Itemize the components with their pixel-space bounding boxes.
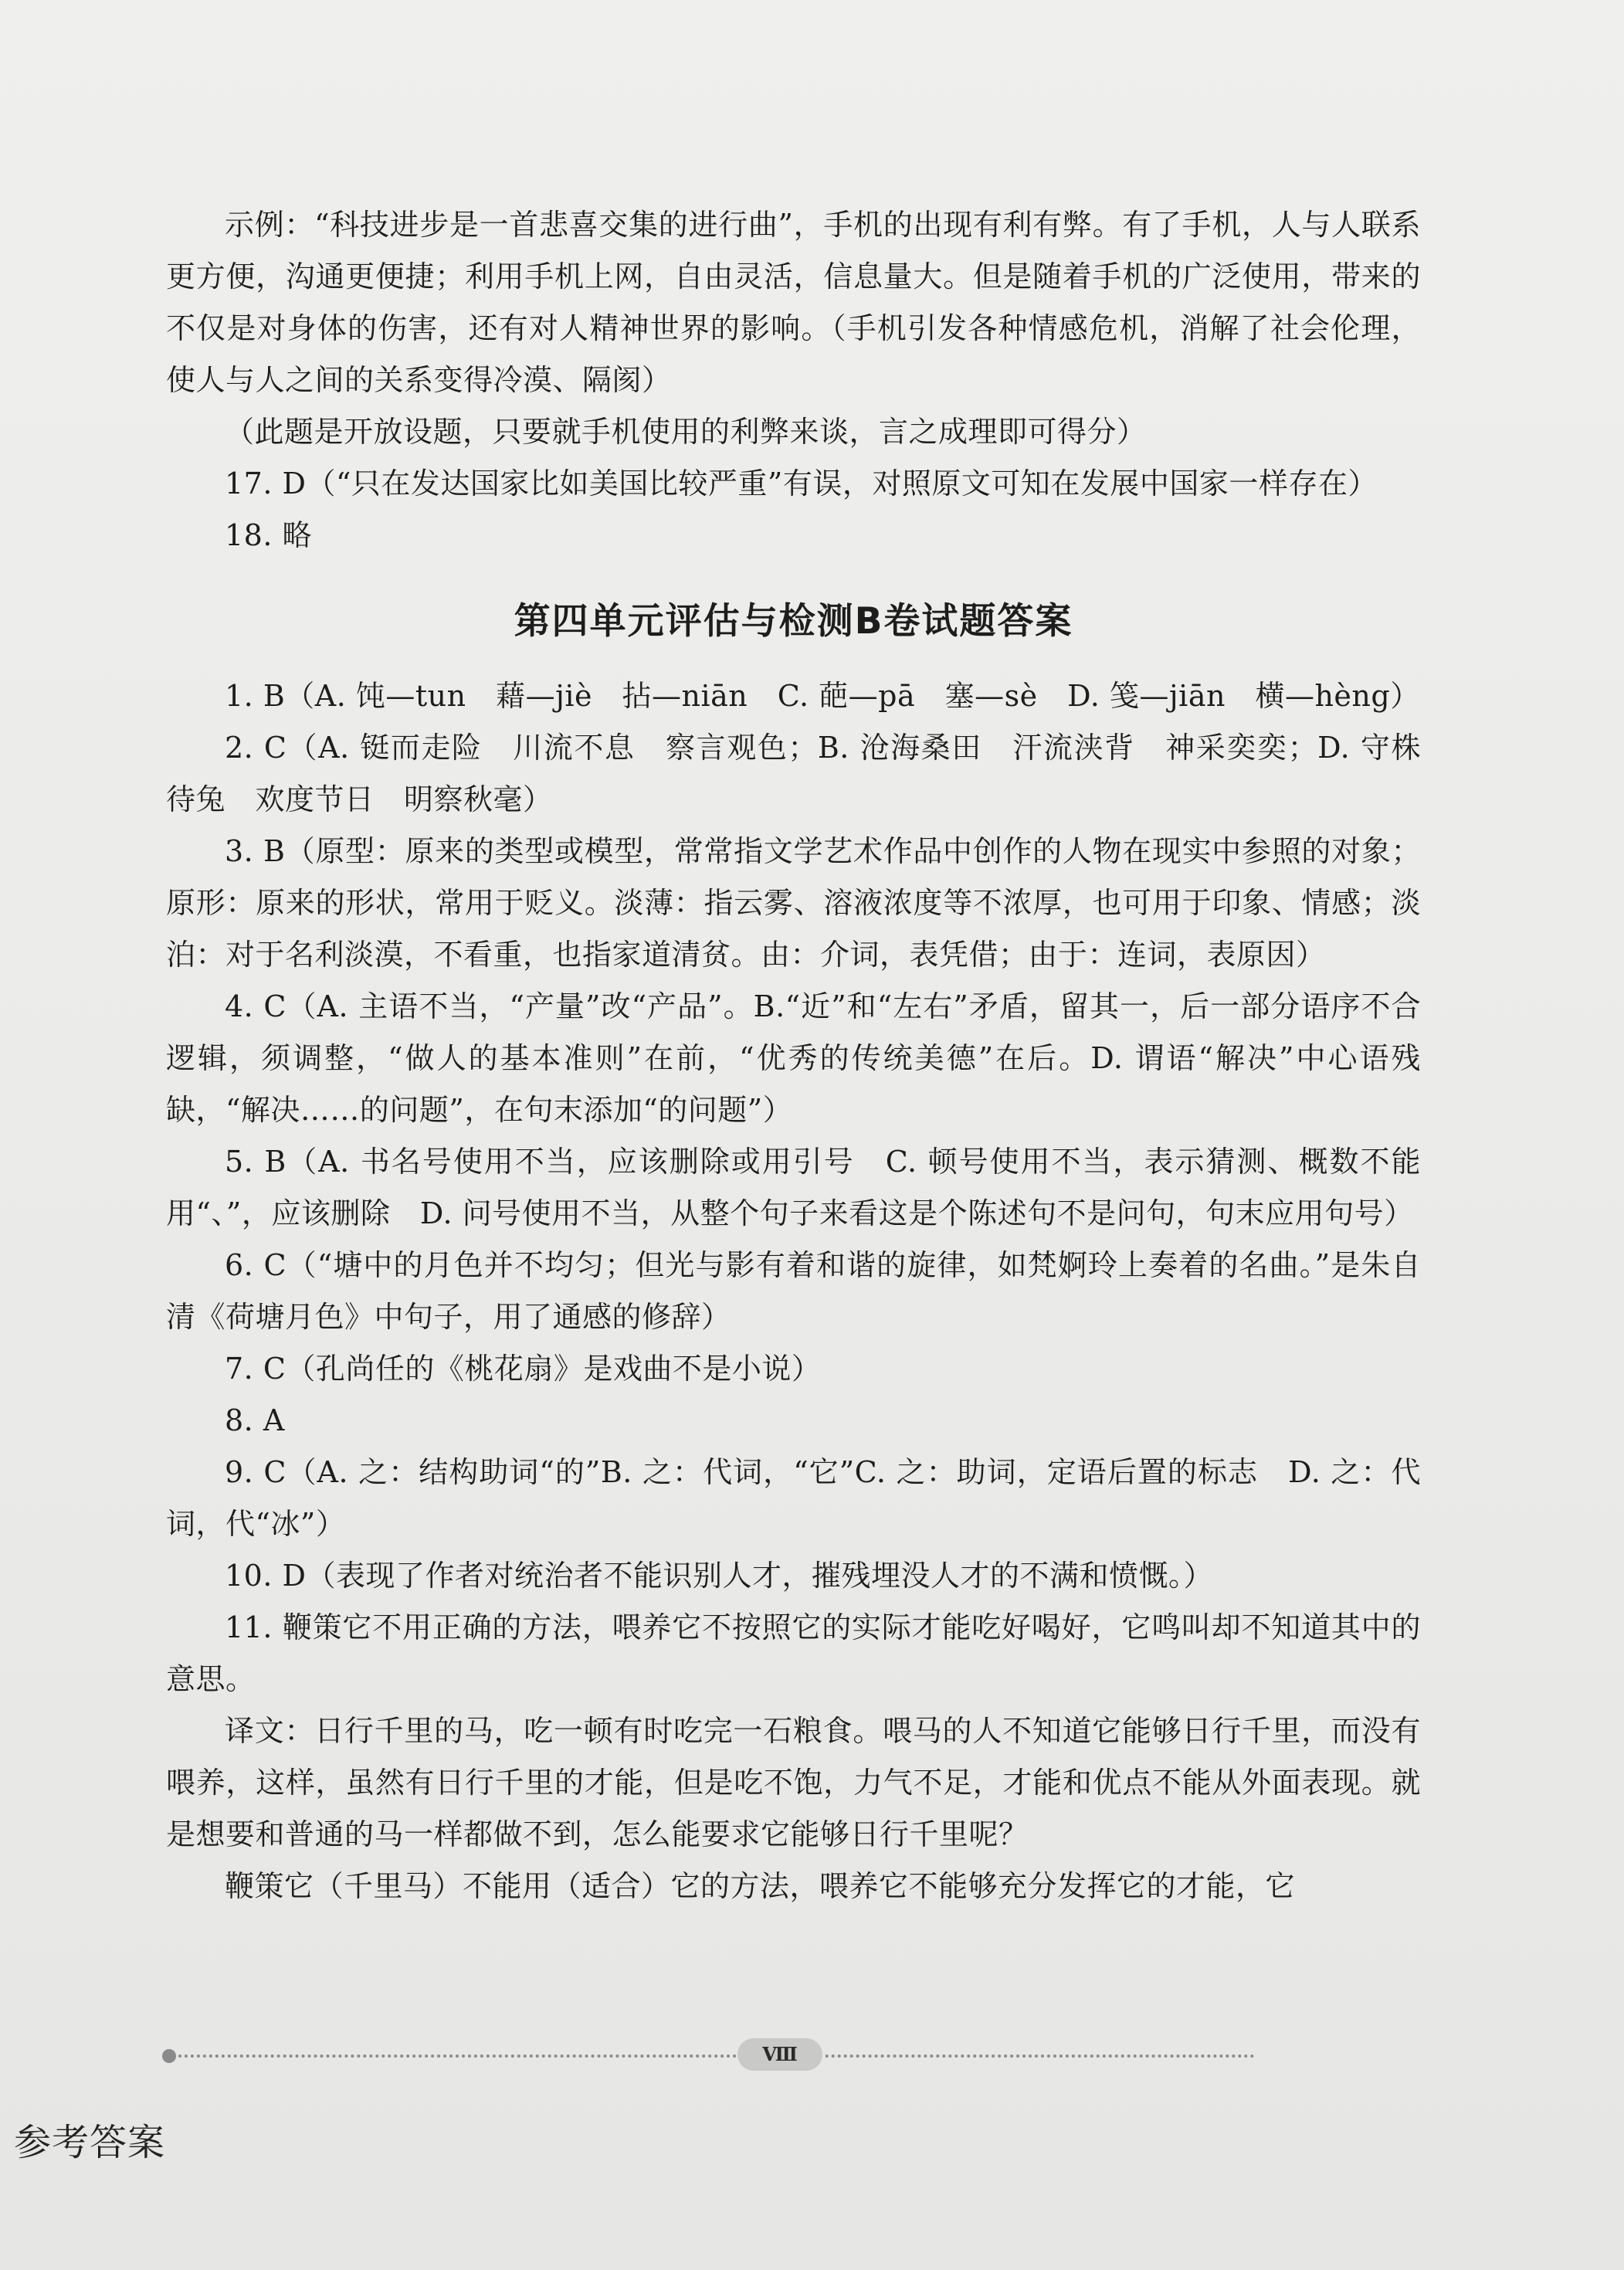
paragraph-q7: 7. C（孔尚任的《桃花扇》是戏曲不是小说） xyxy=(225,1352,822,1386)
bottom-label: 参考答案 xyxy=(14,2121,166,2164)
paragraph-q1: 1. B（A. 饨—tun 藉—jiè 拈—niān C. 葩—pā 塞—sè D. 笺—jiān 横—hèng） xyxy=(225,679,1420,713)
footer-divider xyxy=(166,2055,1255,2058)
paragraph-note: （此题是开放设题，只要就手机使用的利弊来谈，言之成理即可得分） xyxy=(225,415,1147,449)
paragraph-translation: 译文：日行千里的马，吃一顿有时吃完一石粮食。喂马的人不知道它能够日行千里，而没有喂养，这样，虽然有日行千里的才能，但是吃不饱，力气不足，才能和优点不能从外面表现。就是想要和普通的马一样都做不到，怎么能要求它能够日行千里呢？ xyxy=(166,1714,1421,1851)
paragraph-q5: 5. B（A. 书名号使用不当，应该删除或用引号 C. 顿号使用不当，表示猜测、概数不能用“、”，应该删除 D. 问号使用不当，从整个句子来看这是个陈述句不是问句，句末应用句号） xyxy=(166,1145,1421,1230)
paragraph-example: 示例：“科技进步是一首悲喜交集的进行曲”，手机的出现有利有弊。有了手机，人与人联系更方便，沟通更便捷；利用手机上网，自由灵活，信息量大。但是随着手机的广泛使用，带来的不仅是对身体的伤害，还有对人精神世界的影响。（手机引发各种情感危机，消解了社会伦理，使人与人之间的关系变得冷漠、隔阂） xyxy=(166,208,1421,397)
paragraph-q8: 8. A xyxy=(225,1403,285,1437)
answer-content xyxy=(166,199,1421,1912)
paragraph-q17: 17. D（“只在发达国家比如美国比较严重”有误，对照原文可知在发展中国家一样存在） xyxy=(225,467,1378,500)
paragraph-continuation: 鞭策它（千里马）不能用（适合）它的方法，喂养它不能够充分发挥它的才能，它 xyxy=(225,1869,1296,1903)
paragraph-q18: 18. 略 xyxy=(225,518,313,552)
paragraph-q11: 11. 鞭策它不用正确的方法，喂养它不按照它的实际才能吃好喝好，它鸣叫却不知道其中的意思。 xyxy=(166,1610,1421,1696)
paragraph-q9: 9. C（A. 之：结构助词“的”B. 之：代词，“它”C. 之：助词，定语后置的标志 D. 之：代词，代“冰”） xyxy=(166,1455,1421,1541)
paragraph-q2: 2. C（A. 铤而走险 川流不息 察言观色；B. 沧海桑田 汗流浃背 神采奕奕；D. 守株待兔 欢度节日 明察秋毫） xyxy=(166,731,1421,816)
page-number-badge: Ⅷ xyxy=(737,2038,822,2071)
paragraph-q10: 10. D（表现了作者对统治者不能识别人才，摧残埋没人才的不满和愤慨。） xyxy=(225,1559,1213,1593)
paragraph-q4: 4. C（A. 主语不当，“产量”改“产品”。B.“近”和“左右”矛盾，留其一，后一部分语序不合逻辑，须调整，“做人的基本准则”在前，“优秀的传统美德”在后。D. 谓语“解决”中心语残缺，“解决……的问题”，在句末添加“的问题”） xyxy=(166,989,1421,1127)
section-title: 第四单元评估与检测B卷试题答案 xyxy=(514,600,1073,643)
paragraph-q6: 6. C（“塘中的月色并不均匀；但光与影有着和谐的旋律，如梵婀玲上奏着的名曲。”是朱自清《荷塘月色》中句子，用了通感的修辞） xyxy=(166,1248,1421,1334)
paragraph-q3: 3. B（原型：原来的类型或模型，常常指文学艺术作品中创作的人物在现实中参照的对象；原形：原来的形状，常用于贬义。淡薄：指云雾、溶液浓度等不浓厚，也可用于印象、情感；淡泊：对于名利淡漠，不看重，也指家道清贫。由：介词，表凭借；由于：连词，表原因） xyxy=(166,834,1421,972)
